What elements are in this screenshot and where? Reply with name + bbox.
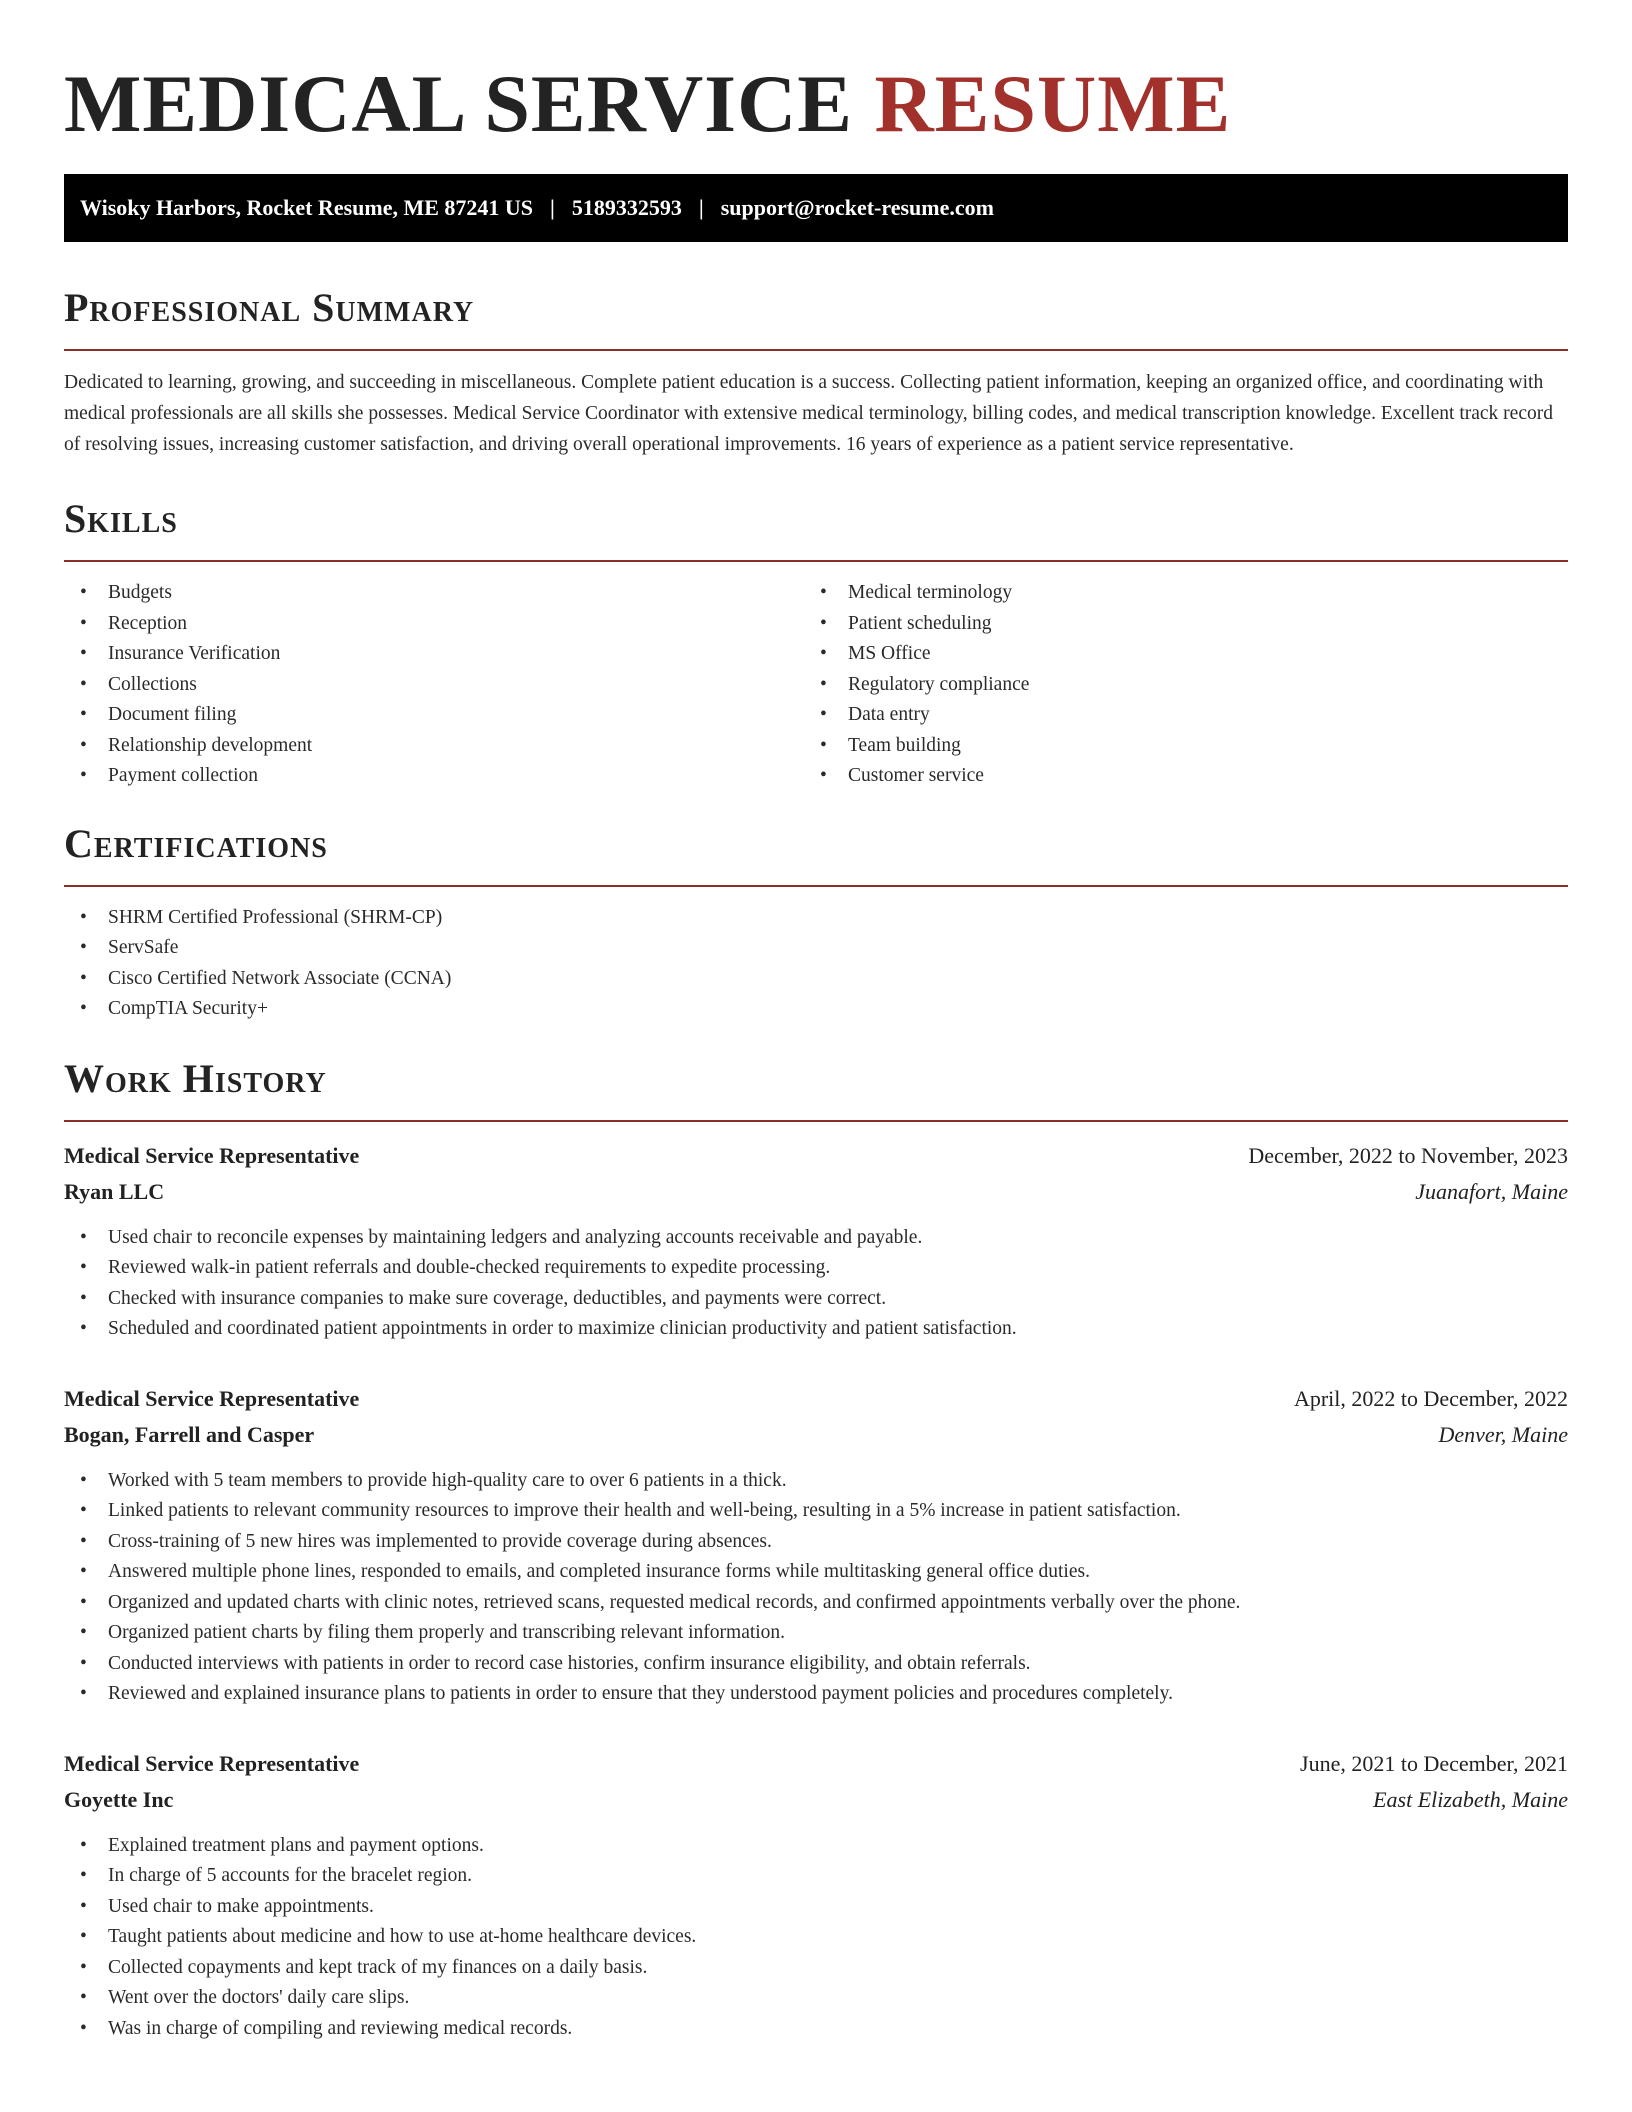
- job-duty: • Linked patients to relevant community resources to improve their health and well-being, resulting in a 5% increase in patient satisfaction.: [64, 1496, 1568, 1527]
- job-duty: • Used chair to make appointments.: [64, 1892, 1568, 1923]
- job-company-row: [64, 1782, 1568, 1818]
- contact-address: Wisoky Harbors, Rocket Resume, ME 87241 US: [80, 195, 534, 220]
- skill-item: • Customer service: [804, 761, 1544, 792]
- job-duty: • Reviewed walk-in patient referrals and double-checked requirements to expedite processing.: [64, 1253, 1568, 1284]
- summary-section: [64, 283, 1568, 460]
- job-duty: • Organized patient charts by filing them properly and transcribing relevant information.: [64, 1618, 1568, 1649]
- skills-grid: [64, 578, 1568, 792]
- contact-separator: |: [550, 195, 555, 220]
- contact-bar: [64, 174, 1568, 242]
- job-header-row: [64, 1746, 1568, 1782]
- job-company: Bogan, Farrell and Casper: [64, 1421, 315, 1447]
- job-company: Goyette Inc: [64, 1786, 174, 1812]
- job-company: Ryan LLC: [64, 1178, 165, 1204]
- title-accent: RESUME: [874, 58, 1232, 149]
- job-entry: [64, 1381, 1568, 1710]
- job-entry: [64, 1138, 1568, 1345]
- skill-item: • Relationship development: [64, 731, 804, 762]
- job-duty: • Reviewed and explained insurance plans to patients in order to ensure that they understood payment policies and procedures completely.: [64, 1679, 1568, 1710]
- skills-section: [64, 494, 1568, 792]
- section-divider: [64, 560, 1568, 562]
- skills-heading: Skills: [64, 496, 178, 541]
- certification-item: • SHRM Certified Professional (SHRM-CP): [64, 903, 1568, 934]
- job-duty: • Went over the doctors' daily care slips.: [64, 1983, 1568, 2014]
- skill-item: • Insurance Verification: [64, 639, 804, 670]
- job-location: Juanafort, Maine: [1415, 1178, 1568, 1204]
- certification-item: • ServSafe: [64, 933, 1568, 964]
- job-duty: • Was in charge of compiling and reviewing medical records.: [64, 2014, 1568, 2045]
- job-header-row: [64, 1138, 1568, 1174]
- job-title: Medical Service Representative: [64, 1385, 360, 1411]
- job-location: East Elizabeth, Maine: [1373, 1786, 1568, 1812]
- job-duty: • Conducted interviews with patients in order to record case histories, confirm insurance eligibility, and obtain referrals.: [64, 1649, 1568, 1680]
- section-divider: [64, 349, 1568, 351]
- job-duty: • In charge of 5 accounts for the bracelet region.: [64, 1861, 1568, 1892]
- section-divider: [64, 1120, 1568, 1122]
- contact-phone: 5189332593: [571, 195, 682, 220]
- skill-item: • Budgets: [64, 578, 804, 609]
- job-duty: • Organized and updated charts with clinic notes, retrieved scans, requested medical records, and confirmed appointments verbally over the phone.: [64, 1588, 1568, 1619]
- job-duty: • Used chair to reconcile expenses by maintaining ledgers and analyzing accounts receivable and payable.: [64, 1223, 1568, 1254]
- job-duties-list: [64, 1223, 1568, 1345]
- title-main: MEDICAL SERVICE: [64, 58, 853, 149]
- job-entry: [64, 1746, 1568, 2045]
- job-duty: • Cross-training of 5 new hires was implemented to provide coverage during absences.: [64, 1527, 1568, 1558]
- certifications-heading: Certifications: [64, 820, 328, 866]
- skill-item: • Data entry: [804, 700, 1544, 731]
- summary-heading: Professional Summary: [64, 285, 475, 330]
- job-duty: • Answered multiple phone lines, responded to emails, and completed insurance forms while multitasking general office duties.: [64, 1557, 1568, 1588]
- skill-item: • Payment collection: [64, 761, 804, 792]
- job-duties-list: [64, 1466, 1568, 1710]
- skill-item: • Medical terminology: [804, 578, 1544, 609]
- contact-email: support@rocket-resume.com: [720, 195, 994, 220]
- certifications-section: [64, 819, 1568, 1025]
- skills-right-list: [804, 578, 1544, 792]
- page-title: [64, 58, 1568, 150]
- job-dates: June, 2021 to December, 2021: [1300, 1750, 1568, 1776]
- certification-item: • Cisco Certified Network Associate (CCNA): [64, 964, 1568, 995]
- skills-left-list: [64, 578, 804, 792]
- skill-item: • Document filing: [64, 700, 804, 731]
- job-duty: • Taught patients about medicine and how to use at-home healthcare devices.: [64, 1922, 1568, 1953]
- job-header-row: [64, 1381, 1568, 1417]
- job-title: Medical Service Representative: [64, 1142, 360, 1168]
- summary-text: Dedicated to learning, growing, and succeeding in miscellaneous. Complete patient education is a success. Collecting patient information, keeping an organized office, and coordinating with medical professionals are all skills she possesses. Medical Service Coordinator with extensive medical terminology, billing codes, and medical transcription knowledge. Excellent track record of resolving issues, increasing customer satisfaction, and driving overall operational improvements. 16 years of experience as a patient service representative.: [64, 372, 1553, 455]
- skill-item: • Regulatory compliance: [804, 670, 1544, 701]
- job-duty: • Worked with 5 team members to provide high-quality care to over 6 patients in a thick.: [64, 1466, 1568, 1497]
- contact-separator: |: [698, 195, 704, 220]
- skill-item: • Collections: [64, 670, 804, 701]
- section-divider: [64, 885, 1568, 887]
- job-company-row: [64, 1417, 1568, 1453]
- job-duties-list: [64, 1831, 1568, 2045]
- job-location: Denver, Maine: [1438, 1421, 1568, 1447]
- skill-item: • MS Office: [804, 639, 1544, 670]
- skill-item: • Reception: [64, 609, 804, 640]
- work-history-section: [64, 1054, 1568, 2045]
- job-duty: • Collected copayments and kept track of my finances on a daily basis.: [64, 1953, 1568, 1984]
- skill-item: • Patient scheduling: [804, 609, 1544, 640]
- job-dates: December, 2022 to November, 2023: [1248, 1142, 1568, 1168]
- job-duty: • Scheduled and coordinated patient appointments in order to maximize clinician productivity and patient satisfaction.: [64, 1314, 1568, 1345]
- job-company-row: [64, 1174, 1568, 1210]
- job-duty: • Explained treatment plans and payment options.: [64, 1831, 1568, 1862]
- job-title: Medical Service Representative: [64, 1750, 360, 1776]
- job-duty: • Checked with insurance companies to make sure coverage, deductibles, and payments were correct.: [64, 1284, 1568, 1315]
- work-history-heading: Work History: [64, 1055, 327, 1101]
- certification-item: • CompTIA Security+: [64, 994, 1568, 1025]
- job-dates: April, 2022 to December, 2022: [1293, 1385, 1568, 1411]
- skill-item: • Team building: [804, 731, 1544, 762]
- certifications-list: [64, 903, 1568, 1025]
